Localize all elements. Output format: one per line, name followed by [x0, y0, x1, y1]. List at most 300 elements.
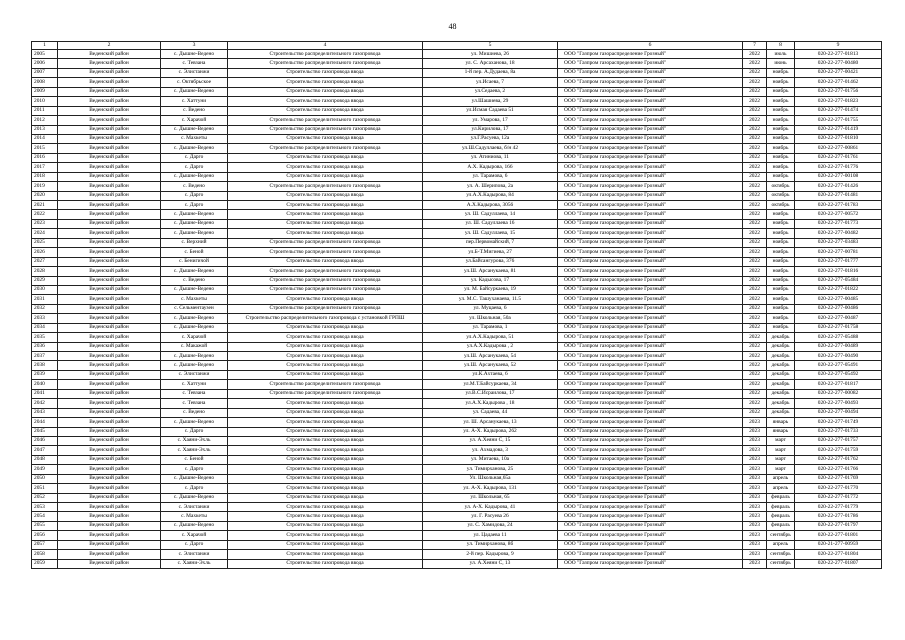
month-cell: ноябрь: [767, 285, 795, 294]
table-row: [32, 389, 882, 398]
year-cell: 2023: [743, 540, 767, 549]
district-cell: Веденский район: [58, 550, 161, 559]
settlement-cell: с. Дарго: [161, 540, 228, 549]
year-cell: 2022: [743, 389, 767, 398]
address-cell: ул.Исаева, 7: [423, 78, 558, 87]
row-number: 2023: [32, 219, 58, 228]
work-type-cell: Строительство газопровода ввода: [228, 229, 423, 238]
table-body: [32, 50, 882, 569]
organization-cell: ООО "Газпром газораспределение Грозный": [558, 134, 743, 143]
address-cell: ул.Б-Т.Мигиева, 27: [423, 248, 558, 257]
year-cell: 2023: [743, 465, 767, 474]
row-number: 2014: [32, 134, 58, 143]
work-type-cell: Строительство газопровода ввода: [228, 521, 423, 530]
district-cell: Веденский район: [58, 276, 161, 285]
work-type-cell: Строительство газопровода ввода: [228, 201, 423, 210]
col-header-number: 1: [32, 42, 58, 50]
organization-cell: ООО "Газпром газораспределение Грозный": [558, 380, 743, 389]
district-cell: Веденский район: [58, 144, 161, 153]
year-cell: 2022: [743, 153, 767, 162]
row-number: 2035: [32, 333, 58, 342]
address-cell: ул. Садаева, 44: [423, 408, 558, 417]
row-number: 2027: [32, 257, 58, 266]
code-cell: 020-22-277-00421: [795, 68, 882, 77]
month-cell: ноябрь: [767, 267, 795, 276]
address-cell: ул.А.Х.Кадырова , 18: [423, 399, 558, 408]
settlement-cell: с. Дышне-Ведено: [161, 267, 228, 276]
organization-cell: ООО "Газпром газораспределение Грозный": [558, 238, 743, 247]
district-cell: Веденский район: [58, 399, 161, 408]
table-row: [32, 503, 882, 512]
settlement-cell: с. Дарго: [161, 153, 228, 162]
settlement-cell: с. Дышне-Ведено: [161, 210, 228, 219]
work-type-cell: Строительство газопровода ввода: [228, 68, 423, 77]
row-number: 2034: [32, 323, 58, 332]
month-cell: декабрь: [767, 333, 795, 342]
work-type-cell: Строительство газопровода ввода: [228, 503, 423, 512]
settlement-cell: с. Махкеты: [161, 134, 228, 143]
work-type-cell: Строительство газопровода ввода: [228, 163, 423, 172]
row-number: 2058: [32, 550, 58, 559]
district-cell: Веденский район: [58, 97, 161, 106]
settlement-cell: с. Дышне-Ведено: [161, 172, 228, 181]
address-cell: ул. Ш. Садуллаева 16: [423, 219, 558, 228]
table-row: [32, 465, 882, 474]
code-cell: 020-22-277-00480: [795, 59, 882, 68]
code-cell: 020-22-277-00486: [795, 304, 882, 313]
code-cell: 020-22-277-00490: [795, 352, 882, 361]
district-cell: Веденский район: [58, 512, 161, 521]
organization-cell: ООО "Газпром газораспределение Грозный": [558, 550, 743, 559]
year-cell: 2022: [743, 144, 767, 153]
row-number: 2050: [32, 474, 58, 483]
address-cell: пер.Первомайский, 7: [423, 238, 558, 247]
year-cell: 2022: [743, 182, 767, 191]
table-row: [32, 163, 882, 172]
year-cell: 2022: [743, 68, 767, 77]
organization-cell: ООО "Газпром газораспределение Грозный": [558, 323, 743, 332]
year-cell: 2022: [743, 116, 767, 125]
settlement-cell: с. Тевзана: [161, 389, 228, 398]
code-cell: 020-22-277-01786: [795, 512, 882, 521]
settlement-cell: с. Ведено: [161, 276, 228, 285]
work-type-cell: Строительство газопровода ввода: [228, 455, 423, 464]
organization-cell: ООО "Газпром газораспределение Грозный": [558, 436, 743, 445]
work-type-cell: Строительство распределительного газопровода: [228, 182, 423, 191]
year-cell: 2022: [743, 106, 767, 115]
work-type-cell: Строительство газопровода ввода: [228, 87, 423, 96]
address-cell: ул.А.Х.Кадырова, 84: [423, 191, 558, 200]
month-cell: октябрь: [767, 191, 795, 200]
organization-cell: ООО "Газпром газораспределение Грозный": [558, 484, 743, 493]
address-cell: ул. А-Х. Кадырова, 131: [423, 484, 558, 493]
row-number: 2040: [32, 380, 58, 389]
settlement-cell: с. Дарго: [161, 465, 228, 474]
settlement-cell: с. Дышне-Ведено: [161, 418, 228, 427]
district-cell: Веденский район: [58, 446, 161, 455]
organization-cell: ООО "Газпром газораспределение Грозный": [558, 493, 743, 502]
month-cell: ноябрь: [767, 229, 795, 238]
year-cell: 2022: [743, 304, 767, 313]
address-cell: ул. Ш. Садуллаева, 15: [423, 229, 558, 238]
settlement-cell: с. Дышне-Ведено: [161, 314, 228, 323]
month-cell: ноябрь: [767, 97, 795, 106]
work-type-cell: Строительство газопровода ввода: [228, 295, 423, 304]
table-row: [32, 191, 882, 200]
row-number: 2054: [32, 512, 58, 521]
organization-cell: ООО "Газпром газораспределение Грозный": [558, 267, 743, 276]
district-cell: Веденский район: [58, 474, 161, 483]
code-cell: 020-22-277-00108: [795, 172, 882, 181]
work-type-cell: Строительство газопровода ввода: [228, 106, 423, 115]
organization-cell: ООО "Газпром газораспределение Грозный": [558, 512, 743, 521]
settlement-cell: с. Дышне-Ведено: [161, 229, 228, 238]
district-cell: Веденский район: [58, 531, 161, 540]
table-row: [32, 399, 882, 408]
month-cell: сентябрь: [767, 531, 795, 540]
col-header-settlement: 3: [161, 42, 228, 50]
code-cell: 020-22-277-01772: [795, 493, 882, 502]
table-row: [32, 50, 882, 59]
address-cell: ул. Митаева, 10а: [423, 455, 558, 464]
row-number: 2048: [32, 455, 58, 464]
year-cell: 2022: [743, 399, 767, 408]
organization-cell: ООО "Газпром газораспределение Грозный": [558, 229, 743, 238]
district-cell: Веденский район: [58, 465, 161, 474]
address-cell: ул. Ахмадова, 3: [423, 446, 558, 455]
settlement-cell: с. Беной: [161, 248, 228, 257]
district-cell: Веденский район: [58, 361, 161, 370]
organization-cell: ООО "Газпром газораспределение Грозный": [558, 144, 743, 153]
district-cell: Веденский район: [58, 50, 161, 59]
work-type-cell: Строительство газопровода ввода: [228, 172, 423, 181]
table-row: [32, 550, 882, 559]
code-cell: 020-22-277-05492: [795, 370, 882, 379]
code-cell: 020-22-277-01757: [795, 436, 882, 445]
table-row: [32, 474, 882, 483]
year-cell: 2023: [743, 455, 767, 464]
row-number: 2026: [32, 248, 58, 257]
month-cell: ноябрь: [767, 78, 795, 87]
organization-cell: ООО "Газпром газораспределение Грозный": [558, 531, 743, 540]
address-cell: ул. А.Хеяни С, 13: [423, 559, 558, 568]
settlement-cell: с. Ведено: [161, 182, 228, 191]
code-cell: 020-22-277-00781: [795, 248, 882, 257]
code-cell: 020-22-277-01758: [795, 323, 882, 332]
table-row: [32, 352, 882, 361]
col-header-work-type: 4: [228, 42, 423, 50]
month-cell: ноябрь: [767, 144, 795, 153]
year-cell: 2023: [743, 436, 767, 445]
code-cell: 020-22-277-01419: [795, 125, 882, 134]
table-row: [32, 68, 882, 77]
organization-cell: ООО "Газпром газораспределение Грозный": [558, 106, 743, 115]
year-cell: 2022: [743, 314, 767, 323]
settlement-cell: с. Элистанжи: [161, 370, 228, 379]
row-number: 2041: [32, 389, 58, 398]
code-cell: 020-22-277-01474: [795, 106, 882, 115]
row-number: 2042: [32, 399, 58, 408]
year-cell: 2022: [743, 361, 767, 370]
settlement-cell: с. Дышне-Ведено: [161, 144, 228, 153]
table-row: [32, 493, 882, 502]
code-cell: 020-22-277-01759: [795, 446, 882, 455]
settlement-cell: с. Дышне-Ведено: [161, 285, 228, 294]
month-cell: февраль: [767, 503, 795, 512]
organization-cell: ООО "Газпром газораспределение Грозный": [558, 314, 743, 323]
table-row: [32, 182, 882, 191]
month-cell: декабрь: [767, 399, 795, 408]
row-number: 2032: [32, 304, 58, 313]
col-header-year: 7: [743, 42, 767, 50]
settlement-cell: с. Дарго: [161, 191, 228, 200]
settlement-cell: с. Тевзана: [161, 59, 228, 68]
settlement-cell: с. Хаяни-Эхль: [161, 559, 228, 568]
settlement-cell: с. Беной: [161, 455, 228, 464]
table-row: [32, 78, 882, 87]
organization-cell: ООО "Газпром газораспределение Грозный": [558, 191, 743, 200]
address-cell: ул. А.Хеяни С, 15: [423, 436, 558, 445]
district-cell: Веденский район: [58, 285, 161, 294]
code-cell: 020-22-277-01801: [795, 531, 882, 540]
address-cell: ул.Седаева, 2: [423, 87, 558, 96]
code-cell: 020-22-277-01756: [795, 87, 882, 96]
year-cell: 2022: [743, 201, 767, 210]
month-cell: ноябрь: [767, 219, 795, 228]
code-cell: 020-22-277-01797: [795, 521, 882, 530]
organization-cell: ООО "Газпром газораспределение Грозный": [558, 78, 743, 87]
code-cell: 020-22-277-01769: [795, 474, 882, 483]
year-cell: 2023: [743, 474, 767, 483]
settlement-cell: с. Ведено: [161, 106, 228, 115]
district-cell: Веденский район: [58, 295, 161, 304]
code-cell: 020-22-277-01813: [795, 50, 882, 59]
address-cell: ул. Тарамова, 1: [423, 323, 558, 332]
settlement-cell: с. Махкеты: [161, 512, 228, 521]
address-cell: ул. М. Байсуркаева, 19: [423, 285, 558, 294]
district-cell: Веденский район: [58, 87, 161, 96]
table-row: [32, 172, 882, 181]
address-cell: ул.Кирилова, 17: [423, 125, 558, 134]
district-cell: Веденский район: [58, 493, 161, 502]
district-cell: Веденский район: [58, 267, 161, 276]
organization-cell: ООО "Газпром газораспределение Грозный": [558, 153, 743, 162]
settlement-cell: с. Дышне-Ведено: [161, 493, 228, 502]
year-cell: 2022: [743, 248, 767, 257]
month-cell: ноябрь: [767, 210, 795, 219]
address-cell: ул. Кадысова, 17: [423, 276, 558, 285]
district-cell: Веденский район: [58, 436, 161, 445]
row-number: 2044: [32, 418, 58, 427]
year-cell: 2022: [743, 87, 767, 96]
year-cell: 2022: [743, 333, 767, 342]
district-cell: Веденский район: [58, 257, 161, 266]
organization-cell: ООО "Газпром газораспределение Грозный": [558, 399, 743, 408]
work-type-cell: Строительство газопровода ввода: [228, 540, 423, 549]
district-cell: Веденский район: [58, 408, 161, 417]
district-cell: Веденский район: [58, 125, 161, 134]
district-cell: Веденский район: [58, 521, 161, 530]
table-row: [32, 314, 882, 323]
month-cell: июнь: [767, 59, 795, 68]
settlement-cell: с. Хаттуни: [161, 380, 228, 389]
district-cell: Веденский район: [58, 153, 161, 162]
organization-cell: ООО "Газпром газораспределение Грозный": [558, 50, 743, 59]
organization-cell: ООО "Газпром газораспределение Грозный": [558, 540, 743, 549]
table-row: [32, 436, 882, 445]
address-cell: ул. Цадаева 11: [423, 531, 558, 540]
row-number: 2056: [32, 531, 58, 540]
month-cell: декабрь: [767, 342, 795, 351]
table-row: [32, 418, 882, 427]
year-cell: 2022: [743, 370, 767, 379]
settlement-cell: с. Дышне-Ведено: [161, 521, 228, 530]
code-cell: 020-22-277-01770: [795, 484, 882, 493]
district-cell: Веденский район: [58, 540, 161, 549]
table-row: [32, 229, 882, 238]
table-row: [32, 446, 882, 455]
month-cell: ноябрь: [767, 116, 795, 125]
district-cell: Веденский район: [58, 484, 161, 493]
settlement-cell: с. Харачой: [161, 531, 228, 540]
work-type-cell: Строительство газопровода ввода: [228, 352, 423, 361]
code-cell: 020-22-277-01822: [795, 285, 882, 294]
year-cell: 2022: [743, 380, 767, 389]
address-cell: Ул. Школьная,65а: [423, 474, 558, 483]
work-type-cell: Строительство газопровода ввода: [228, 550, 423, 559]
row-number: 2055: [32, 521, 58, 530]
table-row: [32, 134, 882, 143]
row-number: 2016: [32, 153, 58, 162]
table-row: [32, 427, 882, 436]
col-header-code: 9: [795, 42, 882, 50]
code-cell: 020-22-277-00082: [795, 389, 882, 398]
table-row: [32, 531, 882, 540]
district-cell: Веденский район: [58, 352, 161, 361]
settlement-cell: с. Макажой: [161, 342, 228, 351]
address-cell: ул. Муцаева, 6: [423, 304, 558, 313]
month-cell: июль: [767, 50, 795, 59]
code-cell: 020-22-277-01776: [795, 163, 882, 172]
table-row: [32, 87, 882, 96]
header-row: [32, 42, 882, 50]
work-type-cell: Строительство газопровода ввода: [228, 78, 423, 87]
code-cell: 020-22-277-01816: [795, 267, 882, 276]
code-cell: 020-22-277-05484: [795, 276, 882, 285]
code-cell: 020-22-277-05488: [795, 333, 882, 342]
row-number: 2024: [32, 229, 58, 238]
settlement-cell: с. Элистанжи: [161, 68, 228, 77]
code-cell: 020-22-277-03483: [795, 238, 882, 247]
table-row: [32, 59, 882, 68]
code-cell: 020-21-277-00959: [795, 540, 882, 549]
row-number: 2015: [32, 144, 58, 153]
year-cell: 2022: [743, 229, 767, 238]
row-number: 2039: [32, 370, 58, 379]
year-cell: 2023: [743, 503, 767, 512]
district-cell: Веденский район: [58, 455, 161, 464]
code-cell: 020-22-277-01779: [795, 503, 882, 512]
row-number: 2021: [32, 201, 58, 210]
address-cell: ул. Тарамова, 6: [423, 172, 558, 181]
year-cell: 2023: [743, 512, 767, 521]
settlement-cell: с. Харачой: [161, 333, 228, 342]
address-cell: ул.Ш. Арсанукаева, 81: [423, 267, 558, 276]
year-cell: 2023: [743, 531, 767, 540]
month-cell: апрель: [767, 540, 795, 549]
organization-cell: ООО "Газпром газораспределение Грозный": [558, 163, 743, 172]
district-cell: Веденский район: [58, 333, 161, 342]
month-cell: март: [767, 455, 795, 464]
row-number: 2030: [32, 285, 58, 294]
year-cell: 2022: [743, 59, 767, 68]
table-row: [32, 540, 882, 549]
work-type-cell: Строительство распределительного газопровода: [228, 304, 423, 313]
settlement-cell: с. Дарго: [161, 484, 228, 493]
month-cell: ноябрь: [767, 276, 795, 285]
table-row: [32, 333, 882, 342]
gasification-register-table: [31, 41, 882, 569]
table-row: [32, 144, 882, 153]
district-cell: Веденский район: [58, 370, 161, 379]
row-number: 2047: [32, 446, 58, 455]
row-number: 2025: [32, 238, 58, 247]
year-cell: 2022: [743, 191, 767, 200]
address-cell: ул.А.Х.Кадырова, 51: [423, 333, 558, 342]
month-cell: октябрь: [767, 201, 795, 210]
work-type-cell: Строительство распределительного газопровода: [228, 59, 423, 68]
organization-cell: ООО "Газпром газораспределение Грозный": [558, 559, 743, 568]
address-cell: ул.В.С.Исраилова, 17: [423, 389, 558, 398]
work-type-cell: Строительство газопровода ввода: [228, 361, 423, 370]
settlement-cell: с. Хаяни-Эхль: [161, 436, 228, 445]
year-cell: 2022: [743, 163, 767, 172]
month-cell: март: [767, 436, 795, 445]
settlement-cell: с. Махкеты: [161, 295, 228, 304]
district-cell: Веденский район: [58, 559, 161, 568]
settlement-cell: с. Дарго: [161, 163, 228, 172]
settlement-cell: с. Октябрьское: [161, 78, 228, 87]
row-number: 2049: [32, 465, 58, 474]
settlement-cell: с. Хаяни-Эхль: [161, 446, 228, 455]
code-cell: 020-22-277-00485: [795, 295, 882, 304]
organization-cell: ООО "Газпром газораспределение Грозный": [558, 116, 743, 125]
work-type-cell: Строительство газопровода ввода: [228, 465, 423, 474]
row-number: 2036: [32, 342, 58, 351]
row-number: 2018: [32, 172, 58, 181]
work-type-cell: Строительство распределительного газопровода: [228, 248, 423, 257]
year-cell: 2022: [743, 408, 767, 417]
row-number: 2053: [32, 503, 58, 512]
district-cell: Веденский район: [58, 314, 161, 323]
table-row: [32, 295, 882, 304]
month-cell: апрель: [767, 474, 795, 483]
code-cell: 020-22-277-00494: [795, 408, 882, 417]
district-cell: Веденский район: [58, 323, 161, 332]
row-number: 2010: [32, 97, 58, 106]
settlement-cell: с. Дышне-Ведено: [161, 50, 228, 59]
settlement-cell: с. Харачой: [161, 116, 228, 125]
organization-cell: ООО "Газпром газораспределение Грозный": [558, 333, 743, 342]
district-cell: Веденский район: [58, 427, 161, 436]
organization-cell: ООО "Газпром газораспределение Грозный": [558, 418, 743, 427]
month-cell: ноябрь: [767, 106, 795, 115]
organization-cell: ООО "Газпром газораспределение Грозный": [558, 285, 743, 294]
year-cell: 2022: [743, 295, 767, 304]
district-cell: Веденский район: [58, 78, 161, 87]
row-number: 2013: [32, 125, 58, 134]
month-cell: ноябрь: [767, 314, 795, 323]
